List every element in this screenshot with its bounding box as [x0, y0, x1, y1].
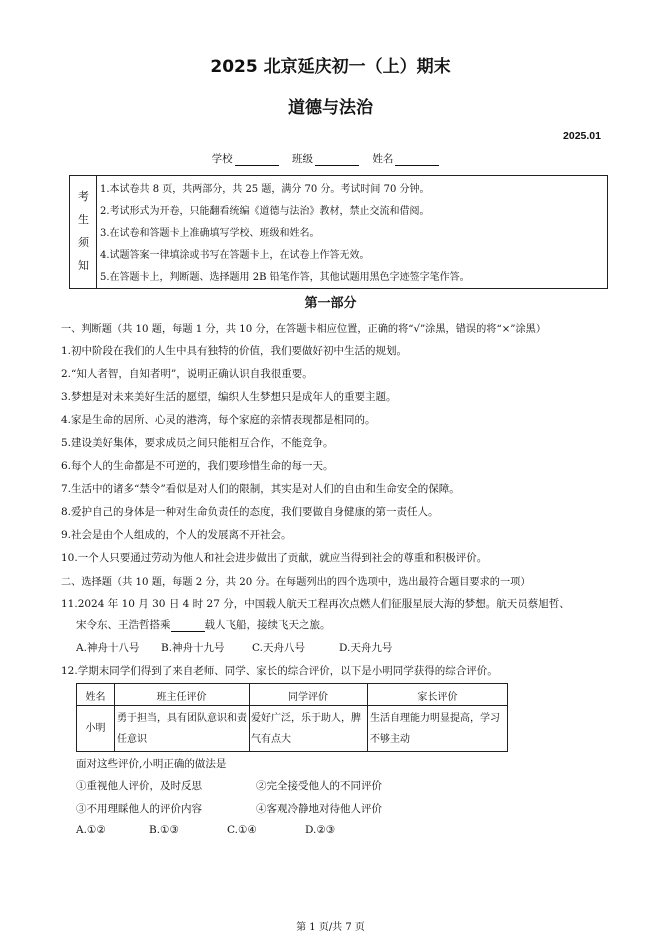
- q12-statement: ④客观冷静地对待他人评价: [256, 803, 382, 815]
- judgment-item: 2.“知人者智，自知者明”，说明正确认识自我很重要。: [61, 368, 313, 380]
- school-label: 学校: [211, 153, 233, 165]
- table-cell-parent: 生活自理能力明显提高，学习不够主动: [370, 713, 500, 745]
- judgment-item: 10.一个人只要通过劳动为他人和社会进步做出了贡献，就应当得到社会的尊重和积极评价。: [61, 552, 488, 564]
- exam-title: 2025 北京延庆初一（上）期末: [210, 57, 451, 77]
- judgment-item: 5.建设美好集体，要求成员之间只能相互合作，不能竞争。: [61, 437, 334, 449]
- q11-option-d: D.天舟九号: [339, 642, 393, 654]
- part-one-title: 第一部分: [304, 296, 357, 311]
- table-header-name: 姓名: [85, 692, 106, 703]
- notice-line: 5.在答题卡上，判断题、选择题用 2B 铅笔作答，其他试题用黑色字迹签字笔作答。: [100, 272, 470, 283]
- section-two-heading: 二、选择题（共 10 题，每题 2 分，共 20 分。在每题列出的四个选项中，选出最符合题目要求的一项）: [61, 577, 531, 588]
- judgment-item: 8.爱护自己的身体是一种对生命负责任的态度，我们要做自身健康的第一责任人。: [61, 506, 439, 518]
- notice-line: 3.在试卷和答题卡上准确填写学校、班级和姓名。: [100, 228, 320, 239]
- notice-line: 2.考试形式为开卷，只能翻看统编《道德与法治》教材，禁止交流和借阅。: [100, 206, 430, 217]
- notice-line: 4.试题答案一律填涂或书写在答题卡上，在试卷上作答无效。: [100, 250, 370, 261]
- judgment-item: 9.社会是由个人组成的，个人的发展离不开社会。: [61, 529, 292, 541]
- table-cell-classmate: 爱好广泛，乐于助人，脾气有点大: [251, 713, 361, 745]
- q12-option-c: C.①④: [227, 824, 257, 836]
- name-blank: [395, 154, 439, 166]
- table-cell-teacher: 勇于担当，具有团队意识和责任意识: [117, 713, 247, 745]
- notice-line: 1.本试卷共 8 页，共两部分，共 25 题，满分 70 分。考试时间 70 分钟。: [100, 184, 430, 195]
- subject-title: 道德与法治: [288, 98, 373, 118]
- q11-option-a: A.神舟十八号: [76, 642, 140, 654]
- q11-stem-after-blank: 载人飞船，接续飞天之旅。: [204, 619, 331, 631]
- q12-prompt: 面对这些评价,小明正确的做法是: [76, 758, 227, 770]
- q12-option-a: A.①②: [76, 824, 106, 836]
- q11-option-b: B.神舟十九号: [161, 642, 225, 654]
- notice-side-char: 须: [78, 236, 89, 249]
- q12-option-d: D.②③: [305, 824, 336, 836]
- notice-side-label: [70, 176, 97, 288]
- q11-stem-before-blank: 宋令东、王浩哲搭乘: [76, 619, 171, 631]
- exam-date: 2025.01: [563, 130, 601, 142]
- class-label: 班级: [292, 153, 313, 165]
- table-header-teacher: 班主任评价: [156, 692, 207, 703]
- name-label: 姓名: [372, 153, 394, 165]
- table-header-parent: 家长评价: [417, 692, 458, 703]
- q12-stem: 12.学期末同学们得到了来自老师、同学、家长的综合评价，以下是小明同学获得的综合评价。: [61, 665, 498, 677]
- q11-answer-blank: [171, 621, 205, 632]
- examinee-notice-box: [69, 175, 608, 289]
- q12-statement: ②完全接受他人的不同评价: [256, 780, 382, 792]
- evaluation-table: [76, 683, 508, 752]
- notice-side-char: 考: [78, 190, 89, 203]
- judgment-item: 7.生活中的诸多“禁令”看似是对人们的限制，其实是对人们的自由和生命安全的保障。: [61, 483, 460, 495]
- notice-side-char: 生: [78, 213, 89, 226]
- judgment-item: 3.梦想是对未来美好生活的愿望，编织人生梦想只是成年人的重要主题。: [61, 391, 397, 403]
- class-blank: [315, 154, 359, 166]
- student-info-fields: [0, 151, 661, 166]
- table-cell-name: 小明: [85, 723, 106, 734]
- q12-statement: ①重视他人评价，及时反思: [76, 780, 202, 792]
- judgment-item: 6.每个人的生命都是不可逆的，我们要珍惜生命的每一天。: [61, 460, 334, 472]
- page-footer: 第 1 页/共 7 页: [296, 922, 365, 933]
- judgment-item: 4.家是生命的居所、心灵的港湾，每个家庭的亲情表现都是相同的。: [61, 414, 376, 426]
- section-one-heading: 一、判断题（共 10 题，每题 1 分，共 10 分，在答题卡相应位置，正确的将“√”涂黑，错误的将“×”涂黑）: [61, 324, 547, 335]
- q11-option-c: C.天舟八号: [252, 642, 305, 654]
- q12-option-b: B.①③: [149, 824, 179, 836]
- school-blank: [235, 154, 279, 166]
- judgment-item: 1.初中阶段在我们的人生中具有独特的价值，我们要做好初中生活的规划。: [61, 345, 408, 357]
- table-divider: [77, 705, 507, 706]
- q11-stem-line2: [76, 617, 331, 632]
- notice-side-char: 知: [78, 259, 89, 272]
- table-header-classmate: 同学评价: [288, 692, 328, 703]
- q12-statement: ③不用理睬他人的评价内容: [76, 803, 202, 815]
- q11-stem-line1: 11.2024 年 10 月 30 日 4 时 27 分，中国载人航天工程再次点燃人们征服星辰大海的梦想。航天员蔡旭哲、: [61, 598, 570, 610]
